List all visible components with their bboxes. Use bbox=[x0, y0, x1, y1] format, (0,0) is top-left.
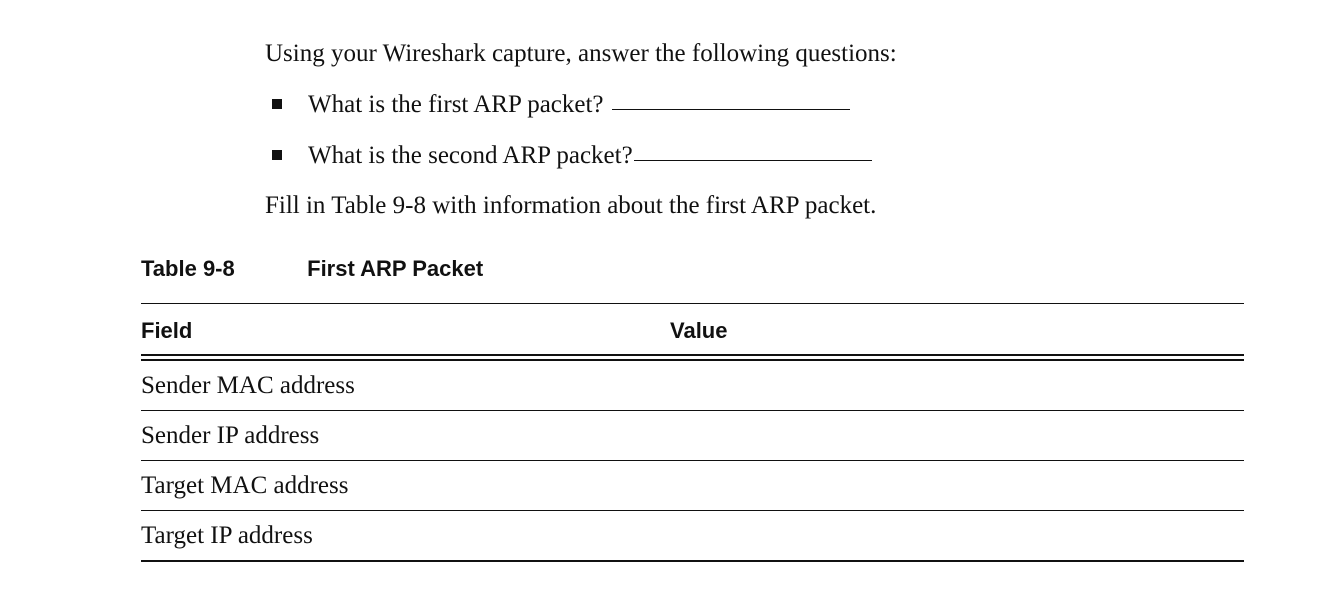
question-first-arp bbox=[272, 90, 850, 120]
table-row bbox=[141, 411, 1244, 461]
question-text: What is the first ARP packet? bbox=[308, 91, 604, 118]
header-value: Value bbox=[670, 318, 728, 343]
instruction-text: Fill in Table 9-8 with information about the first ARP packet. bbox=[265, 192, 877, 219]
cell-field: Sender IP address bbox=[141, 422, 320, 449]
bullet-square-icon bbox=[272, 150, 282, 160]
question-text: What is the second ARP packet? bbox=[308, 142, 633, 169]
intro-text: Using your Wireshark capture, answer the following questions: bbox=[265, 40, 897, 67]
table-caption bbox=[141, 256, 483, 282]
table-row bbox=[141, 361, 1244, 411]
question-second-arp bbox=[272, 141, 872, 171]
header-field: Field bbox=[141, 318, 193, 343]
table-row bbox=[141, 511, 1244, 562]
answer-blank[interactable] bbox=[634, 158, 872, 161]
table-body bbox=[141, 361, 1244, 562]
answer-blank[interactable] bbox=[612, 107, 850, 110]
bullet-square-icon bbox=[272, 99, 282, 109]
table-title: First ARP Packet bbox=[307, 256, 484, 281]
cell-field: Target MAC address bbox=[141, 472, 349, 499]
cell-field: Target IP address bbox=[141, 522, 313, 549]
arp-table bbox=[141, 303, 1244, 562]
cell-field: Sender MAC address bbox=[141, 372, 355, 399]
header-double-rule bbox=[141, 354, 1244, 361]
table-row bbox=[141, 461, 1244, 511]
table-header bbox=[141, 304, 1244, 354]
table-number: Table 9-8 bbox=[141, 256, 235, 281]
